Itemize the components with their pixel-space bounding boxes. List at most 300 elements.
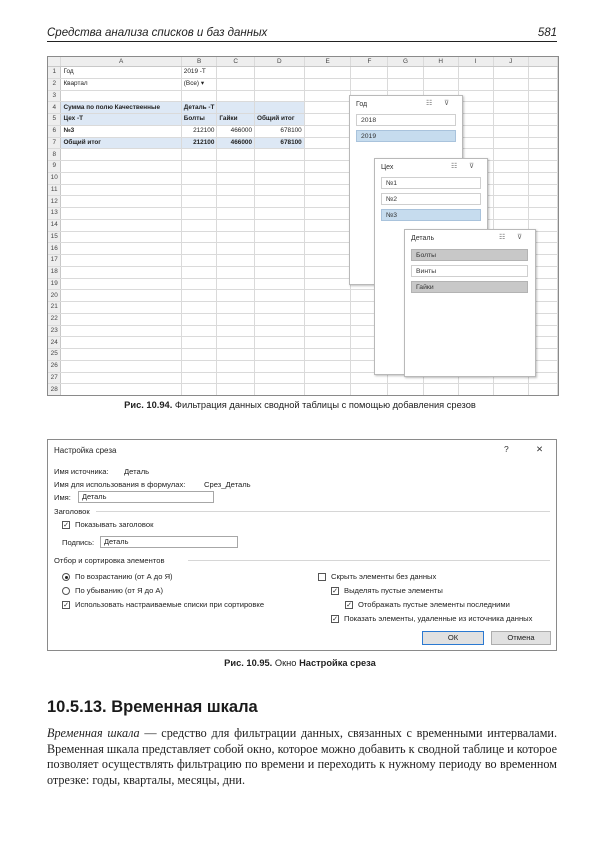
cell[interactable] — [493, 102, 528, 114]
cell[interactable] — [528, 208, 557, 220]
cell[interactable] — [181, 161, 217, 173]
cell[interactable] — [388, 78, 423, 90]
row-header[interactable]: 16 — [48, 243, 61, 255]
cell[interactable]: (Все) ▾ — [181, 78, 217, 90]
cell[interactable] — [61, 149, 181, 161]
row-header[interactable]: 19 — [48, 278, 61, 290]
cell[interactable] — [304, 255, 351, 267]
cell[interactable] — [181, 266, 217, 278]
cell[interactable] — [528, 67, 557, 79]
page-number: 581 — [537, 27, 557, 39]
cell[interactable] — [255, 325, 305, 337]
show-deleted-label: Показать элементы, удаленные из источника данных — [344, 614, 533, 623]
show-header-checkbox[interactable]: ✓ — [63, 522, 69, 529]
cell[interactable] — [217, 149, 255, 161]
cell[interactable] — [181, 360, 217, 372]
cell[interactable] — [351, 384, 388, 396]
row-header[interactable]: 2 — [48, 78, 61, 90]
cell[interactable] — [255, 149, 305, 161]
cell[interactable] — [217, 90, 255, 102]
cell[interactable] — [528, 137, 557, 149]
row-header[interactable]: 1 — [48, 67, 61, 79]
cell[interactable] — [304, 290, 351, 302]
cell[interactable] — [255, 78, 305, 90]
cell[interactable] — [458, 114, 493, 126]
cell[interactable]: 2019 -T — [181, 67, 217, 79]
cell[interactable] — [61, 384, 181, 396]
slicer-item-selected[interactable]: 2019 — [356, 130, 456, 142]
cell[interactable] — [528, 102, 557, 114]
cell[interactable] — [255, 360, 305, 372]
row-header[interactable]: 27 — [48, 372, 61, 384]
column-header[interactable]: D — [255, 57, 305, 67]
cell[interactable] — [217, 349, 255, 361]
clear-filter-icon[interactable]: ⊽ — [444, 100, 450, 107]
row-header[interactable]: 22 — [48, 313, 61, 325]
cell[interactable]: Болты — [181, 114, 217, 126]
source-name-value: Деталь — [124, 467, 150, 476]
cell[interactable] — [255, 243, 305, 255]
show-empty-last-checkbox[interactable]: ✓ — [346, 602, 352, 609]
row-header[interactable]: 4 — [48, 102, 61, 114]
cell[interactable] — [181, 196, 217, 208]
cell[interactable] — [61, 161, 181, 173]
row-header[interactable]: 14 — [48, 219, 61, 231]
caption-label: Подпись: — [62, 538, 95, 547]
cell[interactable] — [528, 196, 557, 208]
cell[interactable] — [181, 231, 217, 243]
cell[interactable]: Цех -T — [61, 114, 181, 126]
cell[interactable] — [255, 313, 305, 325]
cell[interactable] — [304, 360, 351, 372]
cell[interactable] — [493, 149, 528, 161]
highlight-empty-label: Выделять пустые элементы — [344, 586, 443, 595]
clear-filter-icon[interactable]: ⊽ — [517, 234, 523, 241]
cell[interactable] — [61, 196, 181, 208]
cell[interactable] — [388, 384, 423, 396]
slicer-item[interactable]: Винты — [411, 265, 528, 277]
body-text: — средство для фильтрации данных, связанных с временными интервалами. Временная шкала представляет собой окно, которое можно добавить к сводной таблице и которое позволяет осуществлять фильтрацию по времени и переходить к нужному периоду во временном отрезке: годы, кварталы, месяцы, дни. — [47, 726, 557, 788]
custom-lists-label: Использовать настраиваемые списки при сортировке — [75, 600, 265, 609]
cell[interactable] — [217, 231, 255, 243]
figure-number: Рис. 10.94. — [124, 400, 173, 410]
cell[interactable] — [351, 78, 388, 90]
cell[interactable] — [217, 302, 255, 314]
help-icon[interactable]: ? — [504, 444, 509, 454]
sheet-row — [48, 90, 558, 102]
caption-input[interactable]: Деталь — [100, 536, 238, 548]
cell[interactable] — [217, 78, 255, 90]
cell[interactable] — [61, 231, 181, 243]
slicer-item[interactable]: №1 — [381, 177, 481, 189]
cell[interactable] — [61, 302, 181, 314]
cell[interactable] — [181, 278, 217, 290]
cell[interactable]: 212100 — [181, 125, 217, 137]
cell[interactable] — [528, 172, 557, 184]
cell[interactable] — [181, 255, 217, 267]
cell[interactable] — [181, 149, 217, 161]
row-header[interactable]: 25 — [48, 349, 61, 361]
slicer-title: Цех — [381, 164, 394, 171]
source-name-label: Имя источника: — [54, 467, 109, 476]
cell[interactable] — [423, 67, 458, 79]
column-header[interactable]: G — [388, 57, 423, 67]
cell[interactable] — [217, 266, 255, 278]
cell[interactable] — [493, 90, 528, 102]
cell[interactable] — [217, 243, 255, 255]
sheet-row — [48, 78, 558, 90]
cell[interactable] — [255, 231, 305, 243]
figure-caption-prefix: Окно — [274, 658, 297, 668]
term: Временная шкала — [47, 726, 140, 740]
cell[interactable]: 212100 — [181, 137, 217, 149]
cell[interactable] — [304, 67, 351, 79]
sort-ascending-label: По возрастанию (от А до Я) — [75, 572, 173, 581]
cell[interactable] — [255, 255, 305, 267]
cell[interactable]: №3 — [61, 125, 181, 137]
formula-name-label: Имя для использования в формулах: — [54, 480, 186, 489]
figure-caption-text: Фильтрация данных сводной таблицы с помощью добавления срезов — [174, 400, 476, 410]
highlight-empty-checkbox[interactable]: ✓ — [332, 588, 338, 595]
cell[interactable]: 678100 — [255, 125, 305, 137]
name-input[interactable]: Деталь — [78, 491, 214, 503]
clear-filter-icon[interactable]: ⊽ — [469, 163, 475, 170]
cell[interactable] — [217, 102, 255, 114]
cell[interactable] — [304, 90, 351, 102]
excel-screenshot — [47, 56, 559, 396]
cell[interactable] — [458, 384, 493, 396]
cell[interactable] — [255, 102, 305, 114]
cell[interactable] — [61, 266, 181, 278]
cell[interactable] — [217, 196, 255, 208]
cell[interactable] — [217, 172, 255, 184]
cell[interactable] — [493, 114, 528, 126]
cell[interactable] — [61, 325, 181, 337]
column-header[interactable]: J — [493, 57, 528, 67]
cell[interactable] — [61, 372, 181, 384]
cell[interactable] — [217, 278, 255, 290]
sheet-row — [48, 137, 558, 149]
column-header[interactable]: B — [181, 57, 217, 67]
group-divider — [96, 511, 550, 512]
slicer-item-selected[interactable]: Гайки — [411, 281, 528, 293]
cell[interactable] — [181, 372, 217, 384]
figure-caption — [0, 658, 600, 668]
slicer-title: Год — [356, 101, 368, 108]
cell[interactable] — [181, 243, 217, 255]
cell[interactable]: Сумма по полю Качественные — [61, 102, 181, 114]
name-label: Имя: — [54, 493, 71, 502]
cell[interactable]: Квартал — [61, 78, 181, 90]
slicer-item[interactable]: 2018 — [356, 114, 456, 126]
cell[interactable]: Деталь -T — [181, 102, 217, 114]
section-title: 10.5.13. Временная шкала — [47, 698, 258, 716]
cell[interactable] — [304, 102, 351, 114]
cell[interactable] — [217, 67, 255, 79]
cell[interactable] — [61, 290, 181, 302]
cell[interactable]: 466000 — [217, 137, 255, 149]
corner-cell[interactable] — [48, 57, 61, 67]
cell[interactable] — [181, 219, 217, 231]
cell[interactable] — [528, 90, 557, 102]
row-header[interactable]: 23 — [48, 325, 61, 337]
cell[interactable] — [493, 125, 528, 137]
cell[interactable] — [528, 125, 557, 137]
cell[interactable] — [181, 172, 217, 184]
cell[interactable] — [255, 219, 305, 231]
multiselect-icon[interactable]: ☷ — [426, 100, 433, 107]
sheet-row — [48, 125, 558, 137]
cell[interactable] — [493, 67, 528, 79]
cell[interactable] — [304, 149, 351, 161]
cell[interactable] — [217, 208, 255, 220]
cell[interactable] — [304, 313, 351, 325]
column-header[interactable]: F — [351, 57, 388, 67]
cell[interactable]: Общий итог — [61, 137, 181, 149]
cell[interactable] — [528, 184, 557, 196]
hide-empty-checkbox[interactable] — [318, 573, 326, 581]
cell[interactable] — [61, 184, 181, 196]
row-header[interactable]: 6 — [48, 125, 61, 137]
cell[interactable] — [61, 243, 181, 255]
figure-caption — [0, 400, 600, 410]
slicer-item-selected[interactable]: №3 — [381, 209, 481, 221]
cell[interactable] — [255, 302, 305, 314]
cell[interactable]: 678100 — [255, 137, 305, 149]
cell[interactable] — [181, 90, 217, 102]
show-deleted-checkbox[interactable]: ✓ — [332, 616, 338, 623]
cell[interactable] — [255, 184, 305, 196]
row-header[interactable]: 13 — [48, 208, 61, 220]
row-header[interactable]: 5 — [48, 114, 61, 126]
cell[interactable] — [458, 67, 493, 79]
cell[interactable] — [304, 137, 351, 149]
cell[interactable] — [458, 90, 493, 102]
cell[interactable]: Год — [61, 67, 181, 79]
cell[interactable] — [304, 172, 351, 184]
sort-descending-radio[interactable] — [62, 587, 70, 595]
dialog-title: Настройка среза — [54, 446, 117, 455]
cell[interactable] — [61, 337, 181, 349]
cell[interactable] — [181, 184, 217, 196]
cell[interactable] — [61, 208, 181, 220]
cell[interactable] — [304, 114, 351, 126]
row-header[interactable]: 10 — [48, 172, 61, 184]
cell[interactable]: Общий итог — [255, 114, 305, 126]
cell[interactable] — [493, 78, 528, 90]
cell[interactable] — [304, 325, 351, 337]
column-header[interactable]: I — [458, 57, 493, 67]
cell[interactable] — [61, 278, 181, 290]
formula-name-value: Срез_Деталь — [204, 480, 251, 489]
close-icon[interactable]: ✕ — [536, 444, 544, 454]
cell[interactable] — [304, 125, 351, 137]
column-header[interactable]: C — [217, 57, 255, 67]
cell[interactable] — [181, 349, 217, 361]
column-header[interactable] — [528, 57, 557, 67]
cell[interactable] — [458, 78, 493, 90]
cell[interactable] — [493, 137, 528, 149]
cell[interactable] — [217, 384, 255, 396]
row-header[interactable]: 17 — [48, 255, 61, 267]
custom-lists-checkbox[interactable]: ✓ — [63, 602, 69, 609]
cell[interactable] — [255, 290, 305, 302]
row-header[interactable]: 24 — [48, 337, 61, 349]
cell[interactable] — [304, 349, 351, 361]
cell[interactable] — [181, 208, 217, 220]
cell[interactable] — [304, 372, 351, 384]
cell[interactable] — [493, 161, 528, 173]
cell[interactable] — [493, 172, 528, 184]
cell[interactable] — [304, 196, 351, 208]
cell[interactable] — [304, 384, 351, 396]
cell[interactable] — [528, 78, 557, 90]
cell[interactable] — [304, 78, 351, 90]
cell[interactable] — [61, 255, 181, 267]
cell[interactable] — [304, 266, 351, 278]
cell[interactable] — [217, 337, 255, 349]
row-header[interactable]: 3 — [48, 90, 61, 102]
multiselect-icon[interactable]: ☷ — [499, 234, 506, 241]
slicer-title: Деталь — [411, 235, 435, 242]
row-header[interactable]: 26 — [48, 360, 61, 372]
cell[interactable] — [423, 78, 458, 90]
cell[interactable] — [217, 325, 255, 337]
cell[interactable] — [388, 67, 423, 79]
cell[interactable] — [458, 125, 493, 137]
cell[interactable] — [255, 349, 305, 361]
cell[interactable] — [255, 90, 305, 102]
cell[interactable] — [458, 137, 493, 149]
figure-caption-name: Настройка среза — [299, 658, 376, 668]
cell[interactable] — [217, 161, 255, 173]
cell[interactable] — [217, 255, 255, 267]
cell[interactable] — [255, 67, 305, 79]
cell[interactable] — [217, 372, 255, 384]
sheet-row — [48, 384, 558, 396]
cell[interactable] — [528, 161, 557, 173]
ok-button[interactable]: ОК — [422, 631, 484, 645]
cell[interactable] — [304, 231, 351, 243]
row-header[interactable]: 7 — [48, 137, 61, 149]
figure-number: Рис. 10.95. — [224, 658, 273, 668]
sort-descending-label: По убыванию (от Я до А) — [75, 586, 164, 595]
header-rule — [47, 41, 557, 42]
cell[interactable] — [528, 384, 557, 396]
cell[interactable] — [61, 349, 181, 361]
cell[interactable] — [255, 372, 305, 384]
slicer-part[interactable] — [404, 229, 536, 377]
cell[interactable] — [255, 172, 305, 184]
show-header-label: Показывать заголовок — [75, 520, 154, 529]
cell[interactable] — [61, 360, 181, 372]
cell[interactable] — [528, 114, 557, 126]
cell[interactable] — [61, 219, 181, 231]
cell[interactable] — [255, 208, 305, 220]
column-header[interactable]: H — [423, 57, 458, 67]
cell[interactable] — [493, 208, 528, 220]
cell[interactable] — [304, 219, 351, 231]
column-header-row — [48, 57, 558, 67]
column-header[interactable]: E — [304, 57, 351, 67]
slicer-item-selected[interactable]: Болты — [411, 249, 528, 261]
show-empty-last-label: Отображать пустые элементы последними — [358, 600, 510, 609]
cell[interactable] — [217, 360, 255, 372]
cell[interactable] — [217, 290, 255, 302]
cell[interactable] — [493, 184, 528, 196]
row-header[interactable]: 28 — [48, 384, 61, 396]
slicer-settings-dialog — [47, 439, 557, 651]
row-header[interactable]: 21 — [48, 302, 61, 314]
cell[interactable] — [255, 196, 305, 208]
cell[interactable] — [255, 337, 305, 349]
cell[interactable] — [181, 337, 217, 349]
cell[interactable] — [217, 313, 255, 325]
row-header[interactable]: 12 — [48, 196, 61, 208]
sort-group-label: Отбор и сортировка элементов — [54, 556, 165, 565]
cell[interactable] — [181, 325, 217, 337]
cell[interactable] — [61, 313, 181, 325]
cell[interactable]: Гайки — [217, 114, 255, 126]
cell[interactable] — [304, 337, 351, 349]
cell[interactable] — [255, 278, 305, 290]
cell[interactable] — [493, 196, 528, 208]
cell[interactable] — [255, 161, 305, 173]
cell[interactable] — [304, 243, 351, 255]
cell[interactable] — [181, 302, 217, 314]
cell[interactable] — [423, 384, 458, 396]
sheet-row — [48, 102, 558, 114]
cell[interactable] — [61, 172, 181, 184]
sort-ascending-radio[interactable] — [62, 573, 70, 581]
cell[interactable] — [181, 313, 217, 325]
group-divider — [188, 560, 550, 561]
multiselect-icon[interactable]: ☷ — [451, 163, 458, 170]
cell[interactable] — [181, 290, 217, 302]
row-header[interactable]: 18 — [48, 266, 61, 278]
cell[interactable] — [304, 208, 351, 220]
cell[interactable] — [181, 384, 217, 396]
cell[interactable] — [217, 219, 255, 231]
cell[interactable] — [351, 67, 388, 79]
body-paragraph — [47, 726, 557, 789]
row-header[interactable]: 20 — [48, 290, 61, 302]
cell[interactable] — [304, 161, 351, 173]
cell[interactable] — [217, 184, 255, 196]
cancel-button[interactable]: Отмена — [491, 631, 551, 645]
cell[interactable] — [458, 102, 493, 114]
header-group-label: Заголовок — [54, 507, 90, 516]
cell[interactable] — [493, 384, 528, 396]
sheet-row — [48, 67, 558, 79]
cell[interactable] — [304, 302, 351, 314]
cell[interactable] — [304, 184, 351, 196]
row-header[interactable]: 9 — [48, 161, 61, 173]
running-header-title: Средства анализа списков и баз данных — [47, 27, 268, 39]
row-header[interactable]: 15 — [48, 231, 61, 243]
row-header[interactable]: 8 — [48, 149, 61, 161]
slicer-item[interactable]: №2 — [381, 193, 481, 205]
cell[interactable] — [528, 149, 557, 161]
hide-empty-label: Скрыть элементы без данных — [331, 572, 437, 581]
column-header[interactable]: A — [61, 57, 181, 67]
cell[interactable] — [255, 384, 305, 396]
cell[interactable] — [304, 278, 351, 290]
cell[interactable]: 466000 — [217, 125, 255, 137]
row-header[interactable]: 11 — [48, 184, 61, 196]
cell[interactable] — [61, 90, 181, 102]
cell[interactable] — [255, 266, 305, 278]
